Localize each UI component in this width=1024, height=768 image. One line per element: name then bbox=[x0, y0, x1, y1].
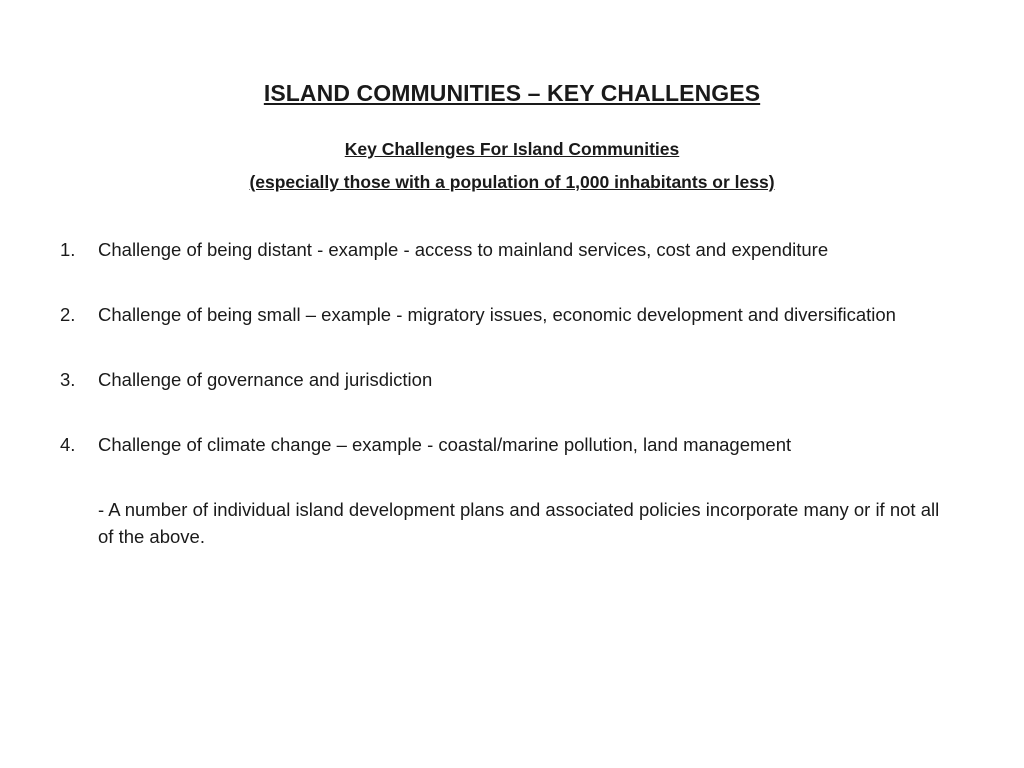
list-item-text: Challenge of climate change – example - coastal/marine pollution, land management bbox=[98, 434, 792, 455]
list-item-text: Challenge of being small – example - migratory issues, economic development and diversification bbox=[98, 304, 896, 325]
list-item bbox=[60, 301, 960, 328]
list-item bbox=[60, 431, 960, 458]
list-item-text: Challenge of being distant - example - access to mainland services, cost and expenditure bbox=[98, 239, 829, 260]
summary-note: - A number of individual island development plans and associated policies incorporate many or if not all of the above. bbox=[98, 499, 940, 547]
list-item-number: 3. bbox=[60, 369, 76, 390]
list-item bbox=[60, 236, 960, 263]
list-item-text: Challenge of governance and jurisdiction bbox=[98, 369, 433, 390]
list-item-number: 1. bbox=[60, 239, 76, 260]
slide-subtitle-qualifier: (especially those with a population of 1,000 inhabitants or less) bbox=[249, 172, 775, 192]
list-item-number: 2. bbox=[60, 304, 76, 325]
slide-title: ISLAND COMMUNITIES – KEY CHALLENGES bbox=[263, 80, 761, 106]
slide-subtitle: Key Challenges For Island Communities bbox=[344, 139, 680, 159]
list-item bbox=[60, 366, 960, 393]
challenges-list bbox=[60, 236, 960, 550]
list-item-number: 4. bbox=[60, 434, 76, 455]
